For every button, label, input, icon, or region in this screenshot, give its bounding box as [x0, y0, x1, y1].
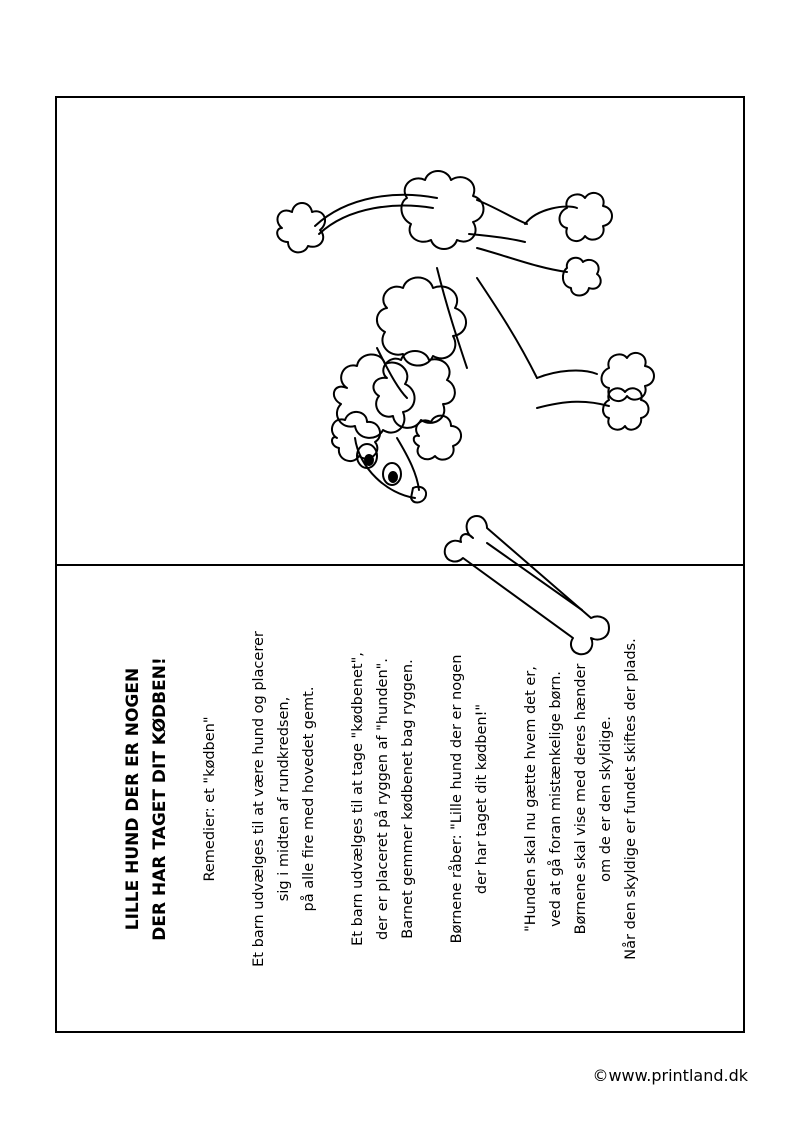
paragraph-1: Et barn udvælges til at være hund og placerer sig i midten af rundkredsen, på alle fire med hovedet gemt. [251, 631, 317, 967]
paragraph-4: "Hunden skal nu gætte hvem det er, ved at gå foran mistænkelige børn. Børnene skal vise med deres hænder om de er den skyldige. Når den skyldige er fundet skiftes der plads. [523, 638, 639, 960]
title-line-1: LILLE HUND DER ER NOGEN [123, 667, 143, 931]
instructions-text [120, 579, 680, 1019]
page-title [120, 579, 174, 1019]
activity-card [55, 96, 745, 1033]
paragraph-3: Børnene råber: "Lille hund der er nogen der har taget dit kødben!" [449, 654, 490, 944]
remedies-text: Remedier: et "kødben" [202, 716, 218, 882]
paragraph-2: Et barn udvælges til at tage "kødbenet", der er placeret på ryggen af "hunden". Barnet gemmer kødbenet bag ryggen. [350, 652, 416, 946]
copyright-link[interactable]: ©www.printland.dk [592, 1066, 748, 1085]
instructions-panel [57, 566, 743, 1033]
title-line-2: DER HAR TAGET DIT KØDBEN! [150, 657, 170, 941]
